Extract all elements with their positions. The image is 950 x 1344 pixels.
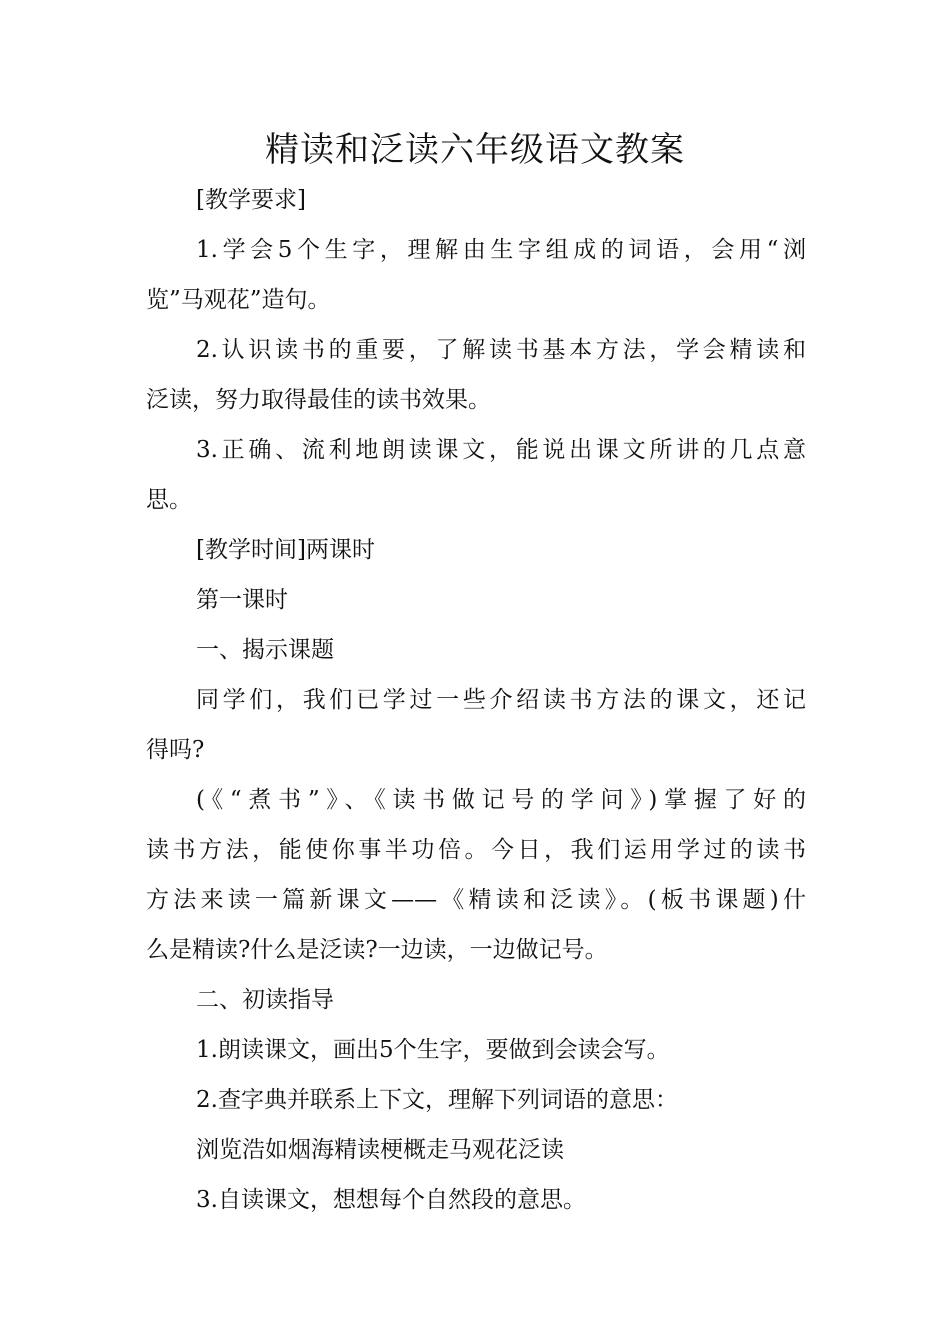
paragraph-line: 么是精读?什么是泛读?一边读，一边做记号。 [146, 937, 608, 963]
list-item: 3.自读课文，想想每个自然段的意思。 [196, 1187, 586, 1213]
paragraph-line: 3.正确、流利地朗读课文，能说出课文所讲的几点意 [196, 437, 806, 463]
paragraph-line: (《“煮书”》、《读书做记号的学问》)掌握了好的 [196, 787, 806, 813]
paragraph-line: 泛读，努力取得最佳的读书效果。 [146, 387, 491, 413]
list-item: 1.朗读课文，画出5个生字，要做到会读会写。 [196, 1037, 670, 1063]
list-item: 2.查字典并联系上下文，理解下列词语的意思： [196, 1087, 678, 1113]
document-title: 精读和泛读六年级语文教案 [265, 130, 685, 170]
section-heading-topic: 一、揭示课题 [196, 637, 334, 663]
paragraph-line: 1.学会5个生字，理解由生字组成的词语，会用“浏 [196, 237, 806, 263]
paragraph-line: 读书方法，能使你事半功倍。今日，我们运用学过的读书 [146, 837, 806, 863]
paragraph-line: 2.认识读书的重要，了解读书基本方法，学会精读和 [196, 337, 806, 363]
section-heading-time: [教学时间]两课时 [196, 537, 375, 563]
section-heading-reading: 二、初读指导 [196, 987, 334, 1013]
lesson-heading: 第一课时 [196, 587, 288, 613]
paragraph-line: 览”马观花”造句。 [146, 287, 331, 313]
paragraph-line: 得吗? [146, 737, 205, 763]
paragraph-line: 同学们，我们已学过一些介绍读书方法的课文，还记 [196, 687, 806, 713]
paragraph-line: 方法来读一篇新课文——《精读和泛读》。(板书课题)什 [146, 887, 806, 913]
section-heading-requirements: [教学要求] [196, 187, 306, 213]
vocabulary-line: 浏览浩如烟海精读梗概走马观花泛读 [196, 1137, 564, 1163]
paragraph-line: 思。 [146, 487, 192, 513]
